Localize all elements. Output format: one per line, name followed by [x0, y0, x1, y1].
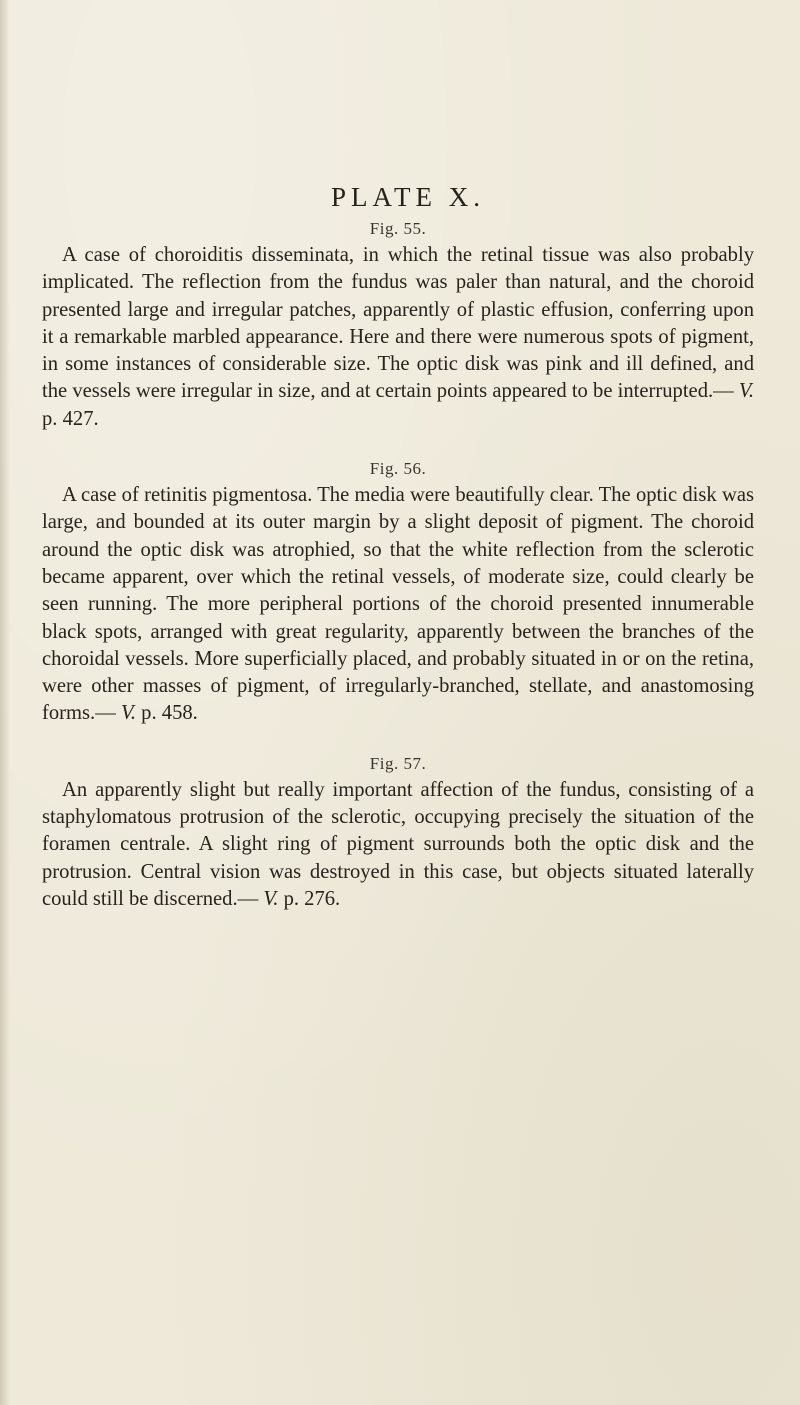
figure-55-label: Fig. 55. [369, 219, 427, 238]
figure-57-label: Fig. 57. [369, 753, 427, 773]
figure-56-ref-page: p. 458. [136, 702, 198, 725]
figure-57-ref-author: V. [263, 887, 279, 910]
figure-57-text: An apparently slight but really important affection of the fundus, consisting of a staphylomatous protrusion of the sclerotic, occupying precisely the situation of the foramen centrale. A slight ring of pigment surrounds both the optic disk and the protrusion. Central vision was destroyed in this case, but objects situated laterally could still be discerned.— [42, 778, 754, 910]
section-spacer [42, 728, 754, 754]
figure-56-section [42, 459, 754, 728]
figure-57-description [42, 777, 754, 913]
figure-55-description [42, 242, 754, 433]
figure-55-ref-author: V. [738, 380, 754, 403]
page-content [42, 182, 754, 913]
figure-55-text: A case of choroiditis disseminata, in which the retinal tissue was also probably implicated. The reflection from the fundus was paler than natural, and the choroid presented large and irregular patches, apparently of plastic effusion, conferring upon it a remarkable marbled appearance. Here and there were numerous spots of pigment, in some instances of considerable size. The optic disk was pink and ill defined, and the vessels were irregular in size, and at certain points appeared to be interrupted.— [42, 244, 754, 403]
figure-57-ref-page: p. 276. [278, 887, 341, 910]
page-gutter-shadow [0, 0, 10, 1405]
figure-55-section [42, 219, 754, 433]
figure-56-text: A case of retinitis pigmentosa. The media were beautifully clear. The optic disk was large, and bounded at its outer margin by a slight deposit of pigment. The choroid around the optic disk was atrophied, so that the white reflection from the sclerotic became apparent, over which the retinal vessels, of moderate size, could clearly be seen running. The more peripheral portions of the choroid presented innumerable black spots, arranged with great regularity, apparently between the branches of the choroidal vessels. More superficially placed, and probably situated in or on the retina, were other masses of pigment, of irregularly-branched, stellate, and anastomosing forms.— [42, 484, 754, 725]
section-spacer [42, 433, 754, 459]
plate-title: PLATE X. [331, 182, 485, 212]
figure-56-label: Fig. 56. [369, 459, 427, 479]
figure-56-description [42, 482, 754, 728]
figure-55-ref-page: p. 427. [42, 407, 99, 430]
figure-57-section [42, 754, 754, 913]
figure-56-ref-author: V. [120, 702, 137, 725]
